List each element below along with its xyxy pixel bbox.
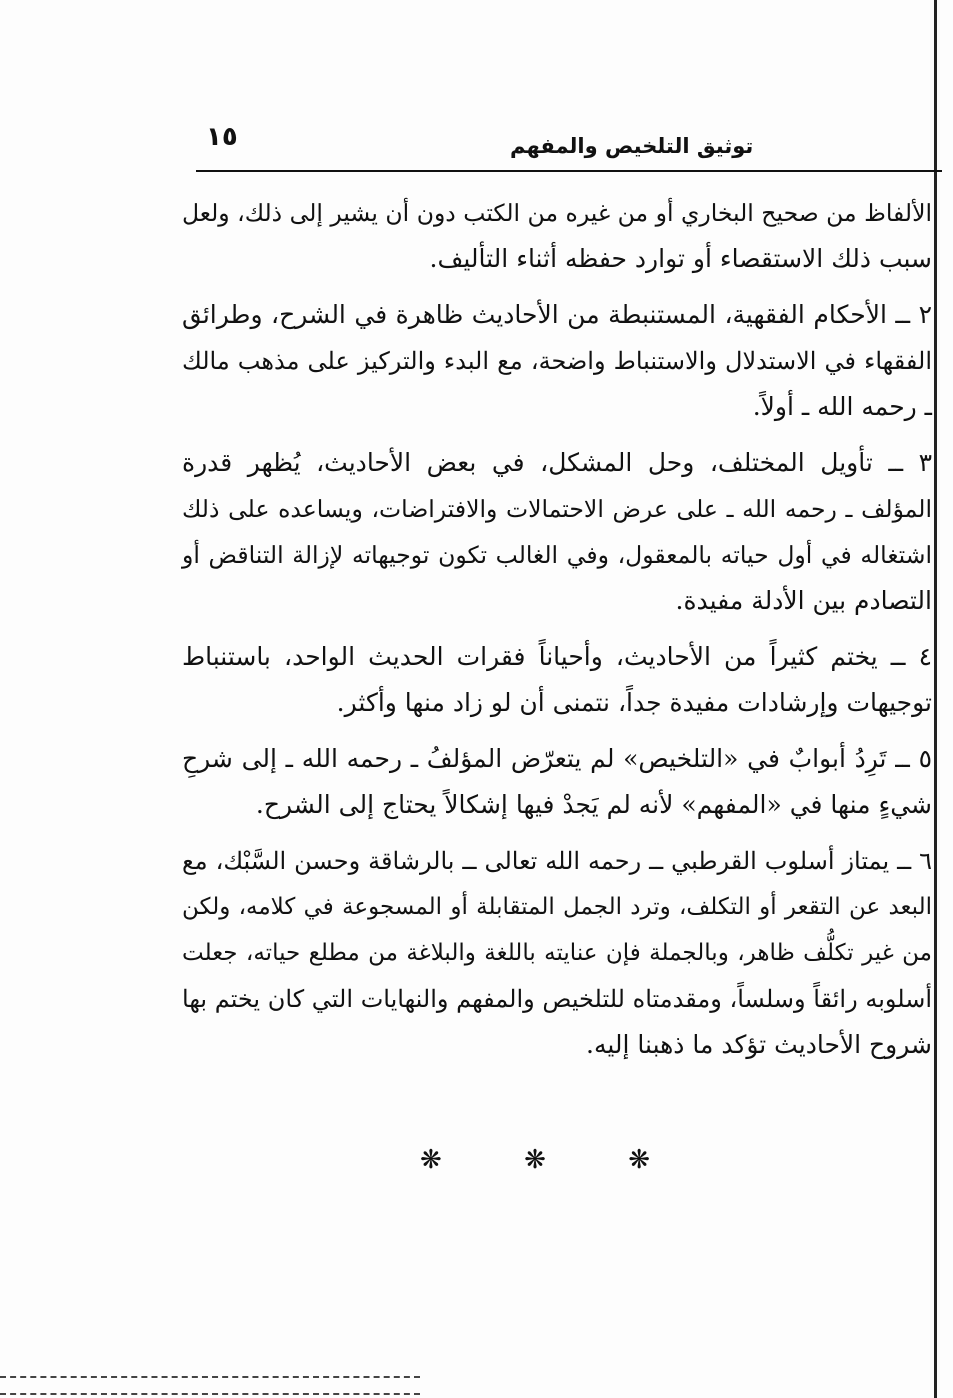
text-line: الألفاظ من صحيح البخاري أو من غيره من الكتب دون أن يشير إلى ذلك، ولعل (182, 199, 932, 227)
text-line: ٣ ــ تأويل المختلف، وحل المشكل، في بعض الأحاديث، يُظهر قدرة (182, 448, 932, 477)
text-line: أسلوبه رائقاً وسلساً، ومقدمتاه للتلخيص والمفهم والنهايات التي كان يختم بها (182, 985, 932, 1013)
text-line: اشتغاله في أول حياته بالمعقول، وفي الغالب تكون توجيهاته لإزالة التناقض أو (182, 541, 932, 569)
text-line: البعد عن التقعر أو التكلف، وترد الجمل المتقابلة أو المسجوعة في كلامه، ولكن (182, 894, 932, 920)
header-rule (196, 170, 942, 172)
body-text (182, 190, 932, 1078)
paragraph-6 (182, 838, 932, 1068)
asterism-icon: ❋ (420, 1145, 442, 1175)
asterism-icon: ❋ (524, 1145, 546, 1175)
text-line: سبب ذلك الاستقصاء أو توارد حفظه أثناء التأليف. (429, 244, 932, 273)
running-title: توثيق التلخيص والمفهم (510, 134, 754, 158)
section-separator (420, 1145, 650, 1175)
paragraph-1 (182, 190, 932, 282)
text-line: توجيهات وإرشادات مفيدة جداً، نتمنى أن لو زاد منها وأكثر. (336, 688, 932, 717)
page-header (190, 118, 942, 168)
scan-artifact-line (0, 1376, 420, 1378)
text-line: ٢ ــ الأحكام الفقهية، المستنبطة من الأحاديث ظاهرة في الشرح، وطرائق (182, 300, 932, 329)
text-line: ٦ ــ يمتاز أسلوب القرطبي ــ رحمه الله تعالى ــ بالرشاقة وحسن السَّبْك، مع (182, 847, 933, 875)
text-line: التصادم بين الأدلة مفيدة. (675, 586, 932, 615)
paragraph-2 (182, 292, 932, 430)
paragraph-3 (182, 440, 932, 624)
text-line: ٥ ــ تَرِدُ أبوابٌ في «التلخيص» لم يتعرّض المؤلفُ ـ رحمه الله ـ إلى شرحِ (182, 744, 932, 773)
text-line: الفقهاء في الاستدلال والاستنباط واضحة، مع البدء والتركيز على مذهب مالك (182, 347, 933, 375)
paragraph-5 (182, 736, 932, 828)
text-line: ـ رحمه الله ـ أولاً. (752, 392, 932, 421)
asterism-icon: ❋ (628, 1145, 650, 1175)
scan-artifact-line (0, 1393, 420, 1395)
text-line: ٤ ــ يختم كثيراً من الأحاديث، وأحياناً فقرات الحديث الواحد، باستنباط (182, 642, 932, 671)
page-number: ١٥ (206, 122, 238, 152)
text-line: من غير تكلُّف ظاهر، وبالجملة فإن عنايته باللغة والبلاغة من مطلع حياته، جعلت (182, 940, 932, 966)
text-line: المؤلف ـ رحمه الله ـ على عرض الاحتمالات والافتراضات، ويساعده على ذلك (182, 495, 932, 523)
text-line: شروح الأحاديث تؤكد ما ذهبنا إليه. (586, 1030, 932, 1059)
paragraph-4 (182, 634, 932, 726)
text-line: شيءٍ منها في «المفهم» لأنه لم يَجدْ فيها إشكالاً يحتاج إلى الشرح. (255, 790, 932, 819)
scan-edge-line (934, 0, 937, 1398)
